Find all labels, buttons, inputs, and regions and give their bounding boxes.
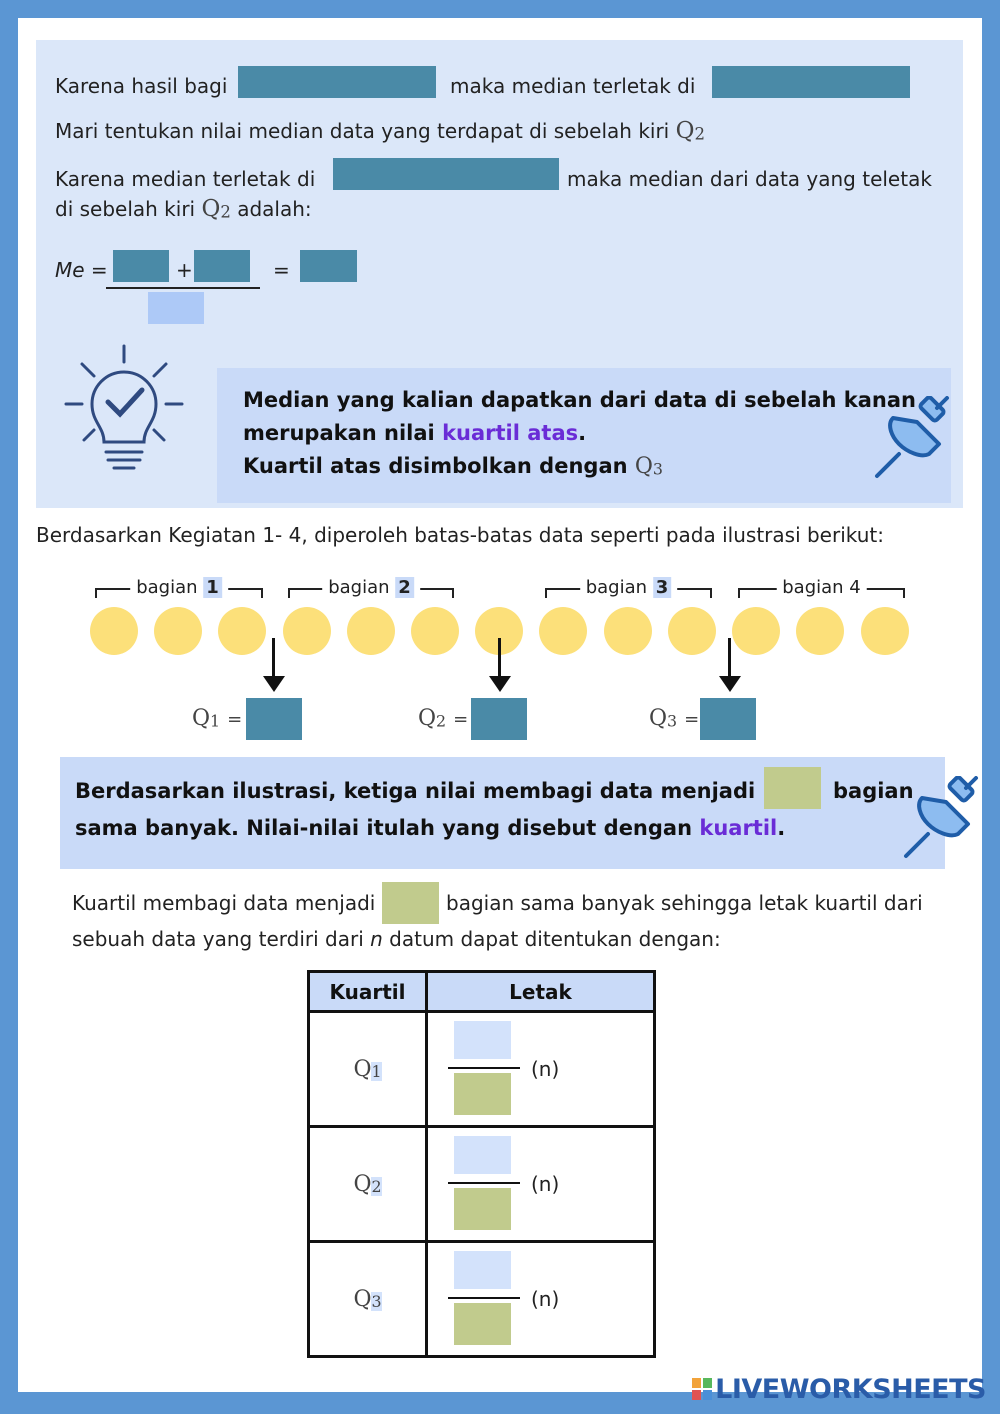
answer-box-median-location[interactable] — [333, 158, 559, 190]
data-point — [411, 607, 459, 655]
arrow-q3-head — [719, 676, 741, 692]
data-point — [539, 607, 587, 655]
liveworksheets-mark-icon — [691, 1377, 713, 1401]
plus-sign: + — [176, 258, 193, 282]
arrow-q1-head — [263, 676, 285, 692]
answer-box-q3-numerator[interactable] — [454, 1251, 511, 1289]
answer-box-q1-denominator[interactable] — [454, 1073, 511, 1115]
lightbulb-check-icon — [64, 342, 184, 477]
fraction-bar — [448, 1297, 520, 1299]
arrow-q3 — [728, 638, 731, 678]
median-panel — [36, 40, 963, 508]
position-formula — [427, 1012, 655, 1127]
text-line1-b: maka median terletak di — [450, 74, 696, 98]
table-row — [309, 1127, 655, 1242]
n-label: (n) — [531, 1287, 560, 1311]
tip-line3: Kuartil atas disimbolkan dengan $Q_3$ — [243, 454, 663, 479]
text-line4: di sebelah kiri $Q_2$ adalah: — [55, 196, 312, 222]
data-point — [796, 607, 844, 655]
text-line2: Mari tentukan nilai median data yang terdapat di sebelah kiri $Q_2$ — [55, 118, 705, 144]
push-pin-icon — [871, 396, 956, 481]
data-point — [668, 607, 716, 655]
text-line3-a: Karena median terletak di — [55, 167, 316, 191]
arrow-q2-head — [489, 676, 511, 692]
table-row — [309, 1242, 655, 1357]
answer-box-median-result[interactable] — [300, 250, 357, 282]
summary-line2: sama banyak. Nilai-nilai itulah yang disebut dengan kuartil. — [75, 816, 786, 840]
explain-line2: sebuah data yang terdiri dari n datum dapat ditentukan dengan: — [72, 927, 721, 951]
data-point — [604, 607, 652, 655]
tip-box — [217, 368, 951, 503]
answer-box-q3-denominator[interactable] — [454, 1303, 511, 1345]
illustration-intro: Berdasarkan Kegiatan 1- 4, diperoleh batas-batas data seperti pada ilustrasi berikut: — [36, 523, 884, 547]
tip-line2: merupakan nilai kuartil atas. — [243, 421, 587, 445]
header-letak: Letak — [427, 972, 655, 1012]
data-point — [218, 607, 266, 655]
text-line3-b: maka median dari data yang teletak — [567, 167, 932, 191]
position-formula — [427, 1242, 655, 1357]
data-point — [90, 607, 138, 655]
summary-line1-b: bagian — [833, 779, 914, 803]
fraction-bar — [106, 287, 260, 289]
position-formula — [427, 1127, 655, 1242]
brace-part-3: bagian 3 — [547, 588, 710, 600]
equals-sign: = — [273, 258, 290, 282]
q3-label: $Q_3$ = — [649, 706, 700, 731]
kuartil-atas-highlight: kuartil atas — [442, 421, 579, 445]
answer-box-q2-numerator[interactable] — [454, 1136, 511, 1174]
brace-part-4: bagian 4 — [740, 588, 903, 600]
brace-part-2: bagian 2 — [290, 588, 452, 600]
data-point — [154, 607, 202, 655]
formula-label: Me = — [55, 258, 108, 282]
answer-box-q2-denominator[interactable] — [454, 1188, 511, 1230]
quartile-symbol: Q1 — [309, 1012, 427, 1127]
brace-part-1: bagian 1 — [97, 588, 261, 600]
arrow-q1 — [272, 638, 275, 678]
tip-line1: Median yang kalian dapatkan dari data di sebelah kanan — [243, 388, 916, 412]
data-point — [732, 607, 780, 655]
liveworksheets-logo: LIVEWORKSHEETS — [691, 1374, 986, 1406]
answer-box-q2[interactable] — [471, 698, 527, 740]
answer-box-quotient[interactable] — [238, 66, 436, 98]
answer-box-q3[interactable] — [700, 698, 756, 740]
quartile-table — [307, 970, 656, 1358]
header-kuartil: Kuartil — [309, 972, 427, 1012]
answer-box-numerator-b[interactable] — [194, 250, 250, 282]
q1-label: $Q_1$ = — [192, 706, 243, 731]
answer-box-q1[interactable] — [246, 698, 302, 740]
n-label: (n) — [531, 1057, 560, 1081]
text-line1-a: Karena hasil bagi — [55, 74, 228, 98]
push-pin-icon — [900, 776, 985, 861]
summary-line1-a: Berdasarkan ilustrasi, ketiga nilai membagi data menjadi — [75, 779, 756, 803]
q2-label: $Q_2$ = — [418, 706, 469, 731]
data-point — [861, 607, 909, 655]
answer-box-denominator[interactable] — [148, 292, 204, 324]
answer-box-median-position[interactable] — [712, 66, 910, 98]
answer-box-parts-2[interactable] — [382, 882, 439, 924]
data-point — [347, 607, 395, 655]
arrow-q2 — [498, 638, 501, 678]
data-point — [283, 607, 331, 655]
table-row — [309, 1012, 655, 1127]
fraction-bar — [448, 1182, 520, 1184]
summary-box — [60, 757, 945, 869]
kuartil-highlight: kuartil — [699, 816, 778, 840]
quartile-symbol: Q2 — [309, 1127, 427, 1242]
quartile-symbol: Q3 — [309, 1242, 427, 1357]
fraction-bar — [448, 1067, 520, 1069]
answer-box-numerator-a[interactable] — [113, 250, 169, 282]
explain-line1-a: Kuartil membagi data menjadi — [72, 891, 376, 915]
explain-line1-b: bagian sama banyak sehingga letak kuartil dari — [446, 891, 923, 915]
answer-box-q1-numerator[interactable] — [454, 1021, 511, 1059]
n-label: (n) — [531, 1172, 560, 1196]
answer-box-parts[interactable] — [764, 767, 821, 809]
worksheet-page — [18, 18, 982, 1392]
